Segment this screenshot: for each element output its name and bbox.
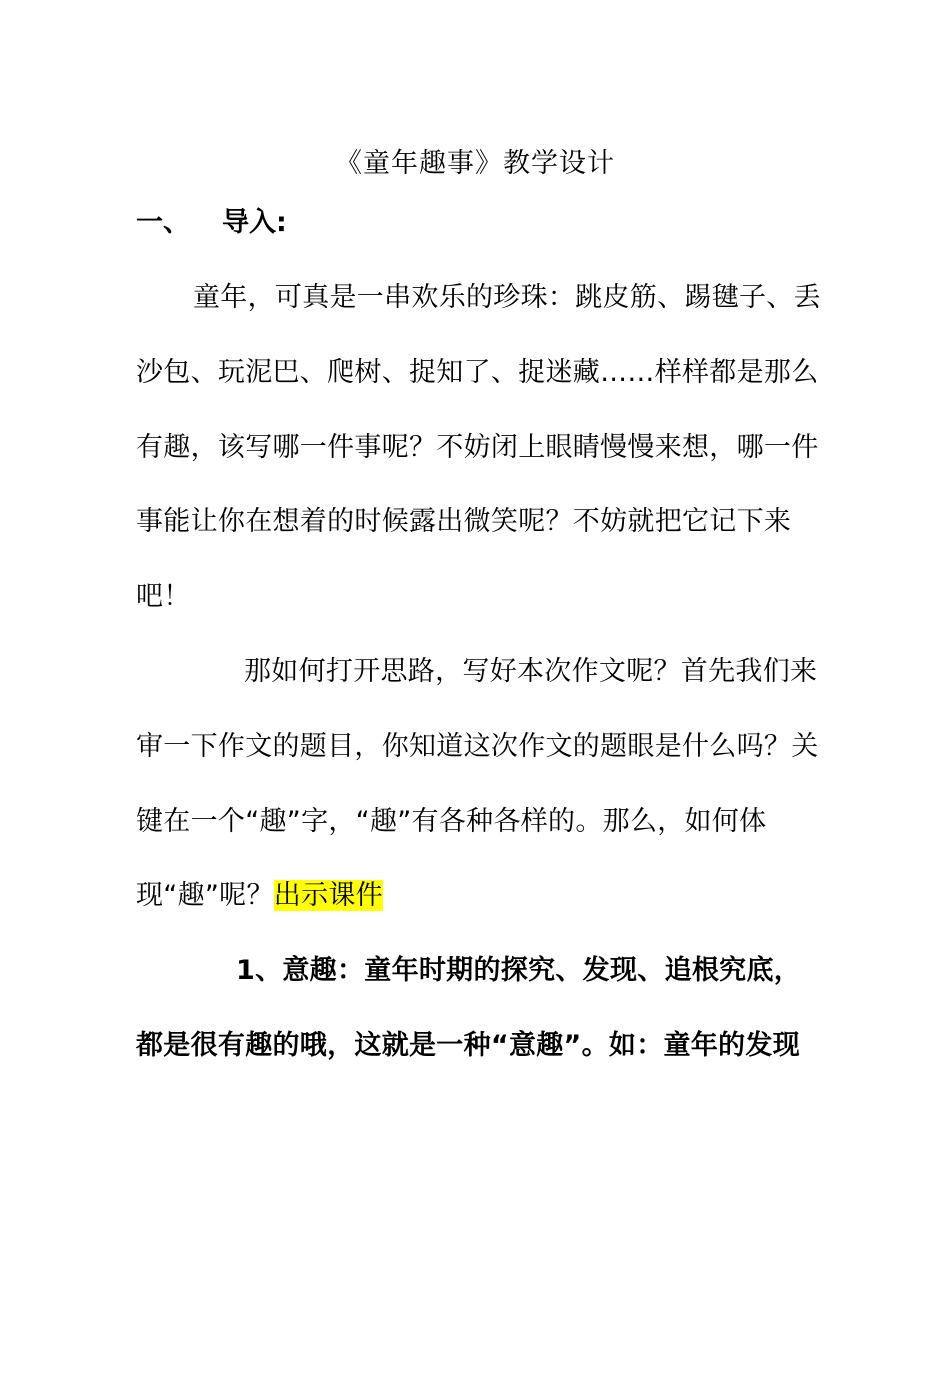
question-paragraph (136, 635, 826, 934)
point-one-paragraph: 1、意趣：童年时期的探究、发现、追根究底，都是很有趣的哦，这就是一种“意趣”。如：童年的发现 (136, 955, 802, 1061)
section-heading (136, 203, 287, 243)
document-title: 《童年趣事》教学设计 (335, 148, 615, 179)
highlighted-courseware-note: 出示课件 (273, 880, 383, 912)
intro-paragraph: 童年，可真是一串欢乐的珍珠：跳皮筋、踢毽子、丢沙包、玩泥巴、爬树、捉知了、捉迷藏……样样都是那么有趣，该写哪一件事呢？不妨闭上眼睛慢慢来想，哪一件事能让你在想着的时候露出微笑呢？不妨就把它记下来吧！ (136, 282, 821, 613)
section-number: 一、 (136, 207, 190, 238)
section-title: 导入: (222, 207, 287, 238)
question-paragraph-text: 那如何打开思路，写好本次作文呢？首先我们来审一下作文的题目，你知道这次作文的题眼是什么吗？关键在一个“趣”字，“趣”有各种各样的。那么，如何体现“趣”呢？ (136, 656, 819, 912)
